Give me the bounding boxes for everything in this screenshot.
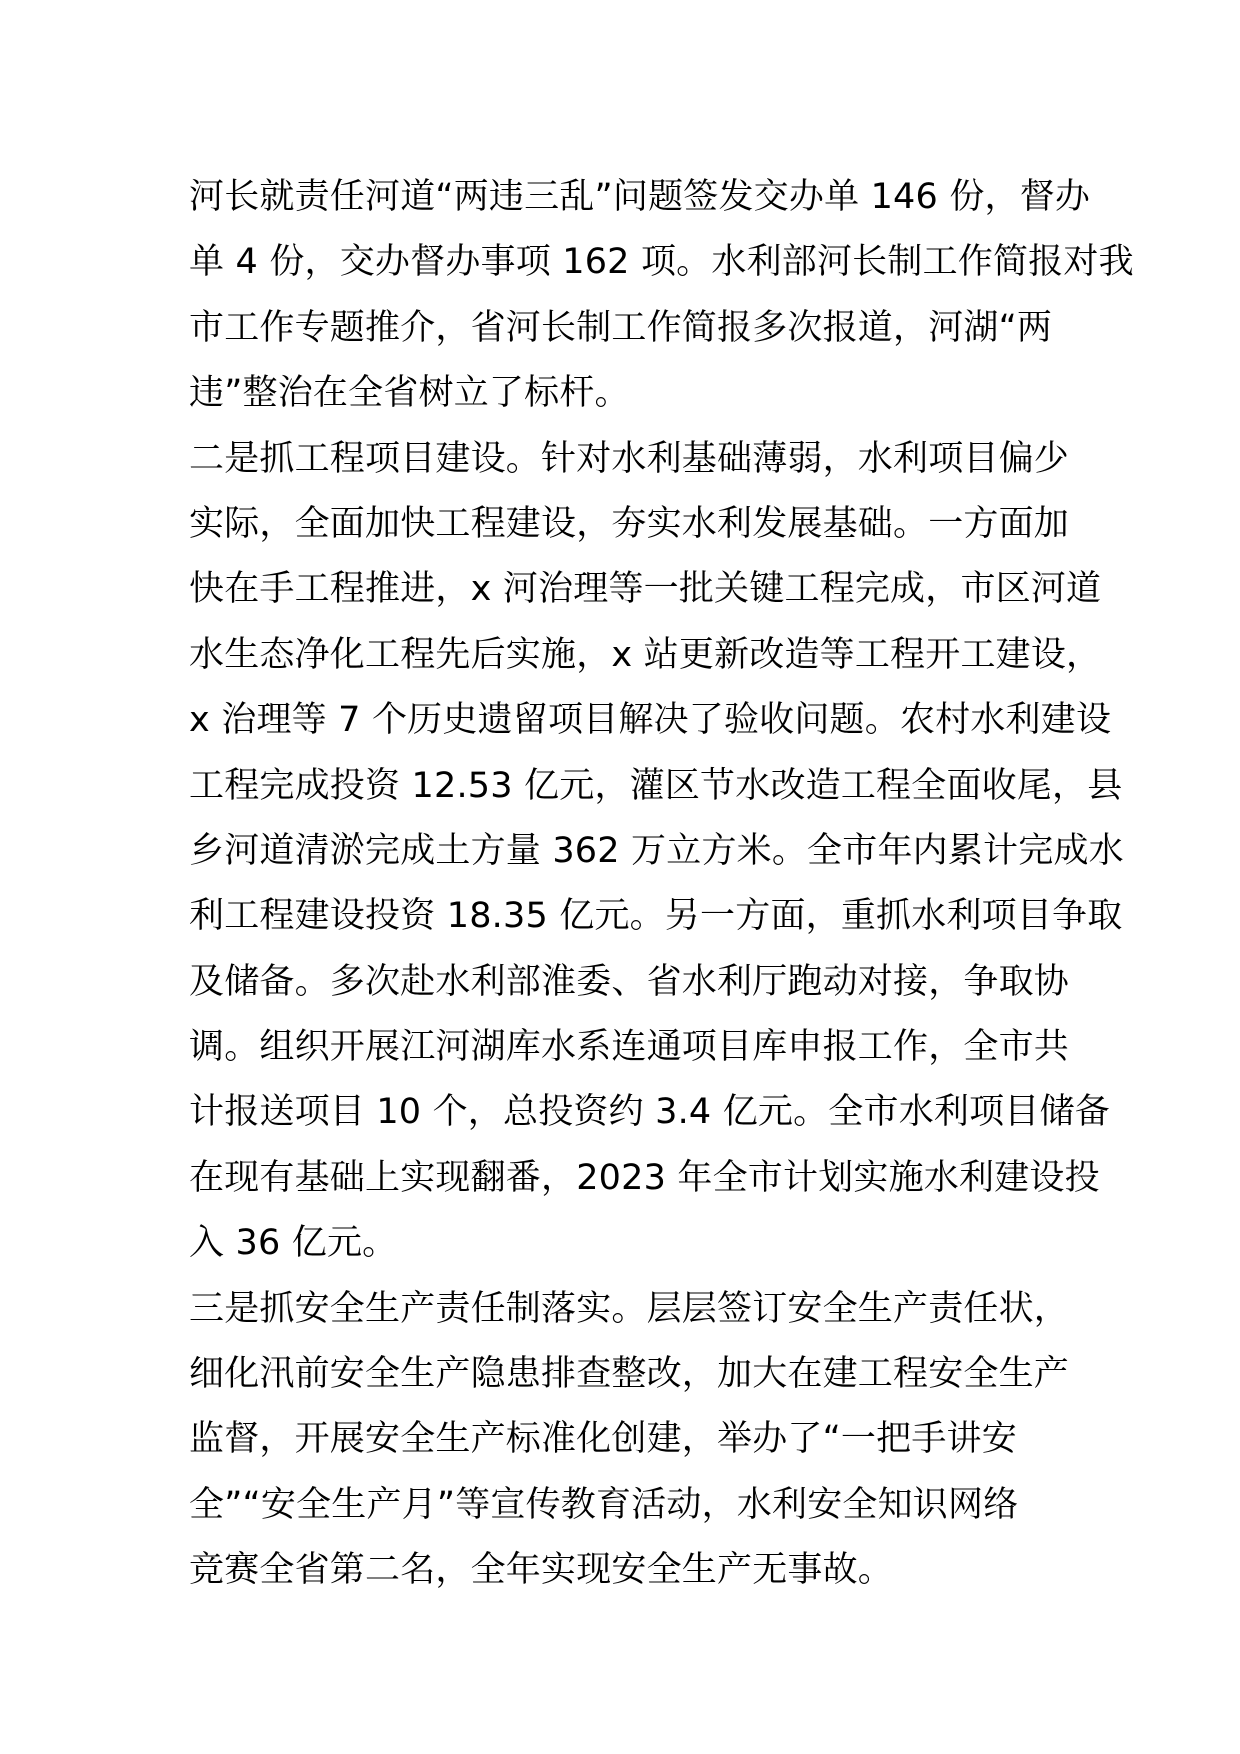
text-line: 二是抓工程项目建设。针对水利基础薄弱，水利项目偏少 bbox=[189, 438, 1070, 479]
text-line: 单 4 份，交办督办事项 162 项。水利部河长制工作简报对我 bbox=[189, 242, 1134, 283]
text-line: 市工作专题推介，省河长制工作简报多次报道，河湖“两 bbox=[189, 307, 1053, 348]
text-line: 三是抓安全生产责任制落实。层层签订安全生产责任状， bbox=[189, 1288, 1070, 1329]
text-line: 调。组织开展江河湖库水系连通项目库申报工作，全市共 bbox=[189, 1027, 1070, 1068]
text-line: 计报送项目 10 个，总投资约 3.4 亿元。全市水利项目储备 bbox=[189, 1092, 1110, 1133]
text-line: 竞赛全省第二名，全年实现安全生产无事故。 bbox=[189, 1550, 894, 1591]
text-line: 监督，开展安全生产标准化创建，举办了“一把手讲安 bbox=[189, 1419, 1017, 1460]
text-line: 全”“安全生产月”等宣传教育活动，水利安全知识网络 bbox=[189, 1484, 1019, 1525]
text-line: 水生态净化工程先后实施，x 站更新改造等工程开工建设， bbox=[189, 634, 1102, 675]
text-line: 细化汛前安全生产隐患排查整改，加大在建工程安全生产 bbox=[189, 1354, 1070, 1395]
document-body bbox=[189, 165, 1134, 1604]
text-line: 实际，全面加快工程建设，夯实水利发展基础。一方面加 bbox=[189, 503, 1070, 544]
text-line: 利工程建设投资 18.35 亿元。另一方面，重抓水利项目争取 bbox=[189, 896, 1123, 937]
text-line: 在现有基础上实现翻番，2023 年全市计划实施水利建设投 bbox=[189, 1157, 1100, 1198]
text-line: x 治理等 7 个历史遗留项目解决了验收问题。农村水利建设 bbox=[189, 700, 1112, 741]
text-line: 河长就责任河道“两违三乱”问题签发交办单 146 份，督办 bbox=[189, 177, 1091, 217]
text-line: 工程完成投资 12.53 亿元，灌区节水改造工程全面收尾，县 bbox=[189, 765, 1123, 806]
text-line: 乡河道清淤完成土方量 362 万立方米。全市年内累计完成水 bbox=[189, 830, 1124, 871]
text-line: 违”整治在全省树立了标杆。 bbox=[189, 373, 630, 414]
text-line: 快在手工程推进，x 河治理等一批关键工程完成，市区河道 bbox=[189, 569, 1102, 610]
text-line: 入 36 亿元。 bbox=[189, 1223, 398, 1264]
text-line: 及储备。多次赴水利部淮委、省水利厅跑动对接，争取协 bbox=[189, 961, 1070, 1002]
